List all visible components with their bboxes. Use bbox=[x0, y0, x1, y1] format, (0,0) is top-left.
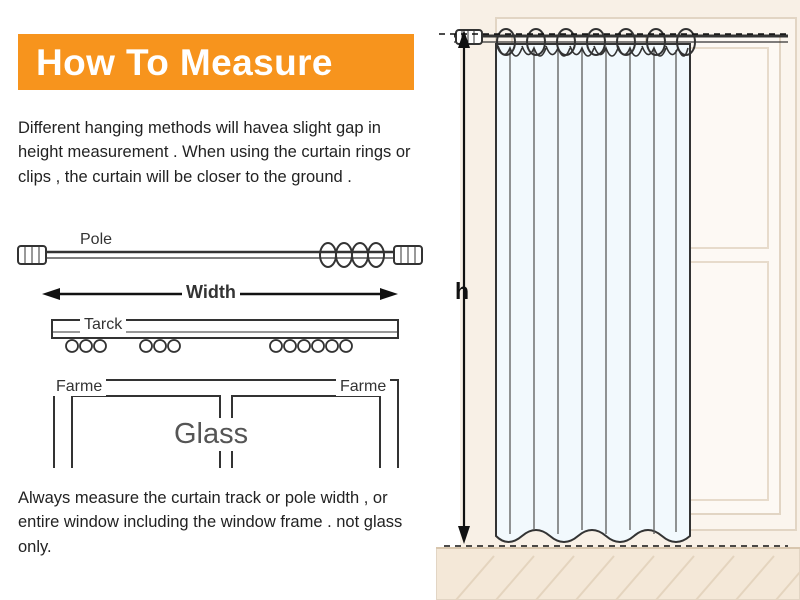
footer-paragraph: Always measure the curtain track or pole width , or entire window including the window frame . not glass only. bbox=[18, 489, 403, 556]
intro-paragraph: Different hanging methods will havea slight gap in height measurement . When using the curtain rings or clips , the curtain will be closer to the ground . bbox=[18, 119, 411, 186]
title-banner bbox=[18, 34, 414, 90]
pole-label: Pole bbox=[76, 231, 116, 249]
page-title: How To Measure bbox=[36, 41, 333, 83]
frame-label-left: Farme bbox=[52, 378, 106, 396]
height-label: h bbox=[455, 278, 470, 304]
glass-label: Glass bbox=[170, 418, 252, 451]
track-label: Tarck bbox=[80, 316, 126, 334]
height-measurement-arrow bbox=[436, 0, 800, 600]
frame-label-right: Farme bbox=[336, 378, 390, 396]
width-label: Width bbox=[182, 282, 240, 303]
